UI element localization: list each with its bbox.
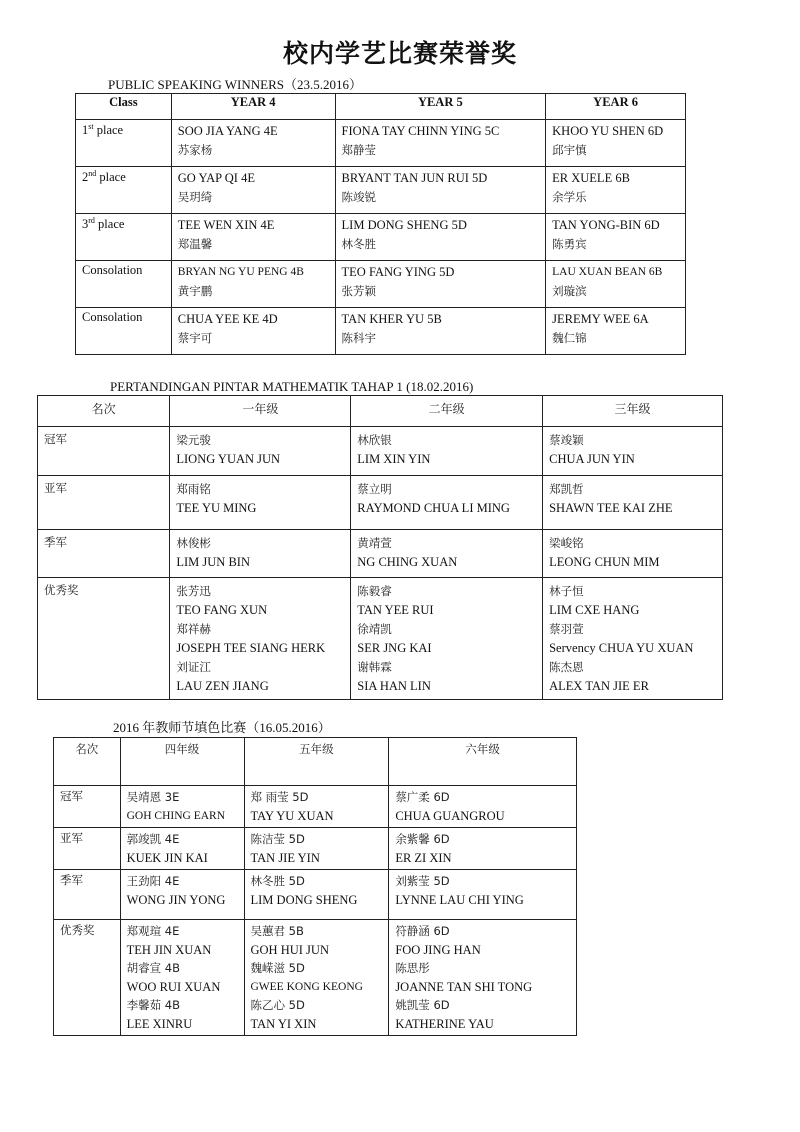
column-header: Class [76, 94, 172, 120]
winner-cell: BRYAN NG YU PENG 4B 黄宇鹏 [171, 261, 335, 308]
rank-cell: 季军 [38, 530, 170, 578]
column-header: 四年级 [120, 738, 244, 786]
rank-cell: 亚军 [38, 476, 170, 530]
table-row [76, 261, 686, 308]
winner-cell: 陈洁莹 5D TAN JIE YIN [244, 828, 389, 870]
place-cell: Consolation [76, 308, 172, 355]
winner-cell: 王劲阳 4E WONG JIN YONG [120, 870, 244, 920]
winner-cell: 刘紫莹 5D LYNNE LAU CHI YING [389, 870, 577, 920]
column-header: YEAR 4 [171, 94, 335, 120]
column-header: 名次 [38, 396, 170, 427]
column-header: YEAR 6 [546, 94, 686, 120]
winner-cell: 余紫馨 6D ER ZI XIN [389, 828, 577, 870]
table-row [76, 308, 686, 355]
column-header: 名次 [54, 738, 121, 786]
winner-cell: 符静涵 6D FOO JING HAN 陈思彤 JOANNE TAN SHI TONG 姚凯莹 6D KATHERINE YAU [389, 920, 577, 1036]
column-header: 一年级 [170, 396, 351, 427]
table-row [38, 578, 723, 700]
math-caption: PERTANDINGAN PINTAR MATHEMATIK TAHAP 1 (18.02.2016) [110, 379, 474, 394]
winner-cell: 林冬胜 5D LIM DONG SHENG [244, 870, 389, 920]
table-header-row [38, 396, 723, 427]
table-row [38, 427, 723, 476]
winner-cell: 林欣银 LIM XIN YIN [351, 427, 543, 476]
rank-cell: 亚军 [54, 828, 121, 870]
place-cell: 2nd place [76, 167, 172, 214]
winner-cell: 黄靖萱 NG CHING XUAN [351, 530, 543, 578]
winner-cell: TAN KHER YU 5B 陈科宇 [335, 308, 546, 355]
table-row [76, 214, 686, 261]
winner-cell: LIM DONG SHENG 5D 林冬胜 [335, 214, 546, 261]
rank-cell: 冠军 [54, 786, 121, 828]
winner-cell: JEREMY WEE 6A 魏仁锦 [546, 308, 686, 355]
public-speaking-table [75, 93, 686, 355]
rank-cell: 优秀奖 [54, 920, 121, 1036]
column-header: 六年级 [389, 738, 577, 786]
winner-cell: 陈毅睿 TAN YEE RUI 徐靖凯 SER JNG KAI 谢韩霖 SIA HAN LIN [351, 578, 543, 700]
table-row [76, 120, 686, 167]
winner-cell: TEO FANG YING 5D 张芳颖 [335, 261, 546, 308]
winner-cell: CHUA YEE KE 4D 蔡宇可 [171, 308, 335, 355]
table-row [54, 828, 577, 870]
winner-cell: SOO JIA YANG 4E 苏家杨 [171, 120, 335, 167]
rank-cell: 季军 [54, 870, 121, 920]
table-header-row [54, 738, 577, 786]
winner-cell: 蔡广柔 6D CHUA GUANGROU [389, 786, 577, 828]
winner-cell: 梁峻铭 LEONG CHUN MIM [543, 530, 723, 578]
rank-cell: 优秀奖 [38, 578, 170, 700]
winner-cell: GO YAP QI 4E 吴玥绮 [171, 167, 335, 214]
winner-cell: 蔡立明 RAYMOND CHUA LI MING [351, 476, 543, 530]
column-header: 三年级 [543, 396, 723, 427]
public-speaking-caption: PUBLIC SPEAKING WINNERS（23.5.2016） [108, 77, 362, 92]
table-row [54, 786, 577, 828]
table-row [76, 167, 686, 214]
table-header-row [76, 94, 686, 120]
page-title: 校内学艺比赛荣誉奖 [282, 39, 517, 68]
winner-cell: 蔡竣颖 CHUA JUN YIN [543, 427, 723, 476]
winner-cell: 郑 雨莹 5D TAY YU XUAN [244, 786, 389, 828]
winner-cell: TEE WEN XIN 4E 郑温馨 [171, 214, 335, 261]
column-header: YEAR 5 [335, 94, 546, 120]
coloring-table [53, 737, 577, 1036]
rank-cell: 冠军 [38, 427, 170, 476]
winner-cell: ER XUELE 6B 余学乐 [546, 167, 686, 214]
table-row [38, 476, 723, 530]
winner-cell: 郭竣凯 4E KUEK JIN KAI [120, 828, 244, 870]
winner-cell: 郑雨铭 TEE YU MING [170, 476, 351, 530]
column-header: 五年级 [244, 738, 389, 786]
winner-cell: 林子恒 LIM CXE HANG 蔡羽萱 Servency CHUA YU XUAN 陈杰恩 ALEX TAN JIE ER [543, 578, 723, 700]
math-table [37, 395, 723, 700]
winner-cell: TAN YONG-BIN 6D 陈勇宾 [546, 214, 686, 261]
winner-cell: 张芳迅 TEO FANG XUN 郑祥赫 JOSEPH TEE SIANG HERK 刘证江 LAU ZEN JIANG [170, 578, 351, 700]
winner-cell: 吴蕙君 5B GOH HUI JUN 魏嵘滋 5D GWEE KONG KEONG 陈乙心 5D TAN YI XIN [244, 920, 389, 1036]
winner-cell: 郑观瑄 4E TEH JIN XUAN 胡睿宣 4B WOO RUI XUAN 李馨茹 4B LEE XINRU [120, 920, 244, 1036]
winner-cell: 林俊彬 LIM JUN BIN [170, 530, 351, 578]
winner-cell: 郑凯哲 SHAWN TEE KAI ZHE [543, 476, 723, 530]
column-header: 二年级 [351, 396, 543, 427]
winner-cell: FIONA TAY CHINN YING 5C 郑静莹 [335, 120, 546, 167]
winner-cell: 梁元骏 LIONG YUAN JUN [170, 427, 351, 476]
table-row [38, 530, 723, 578]
winner-cell: LAU XUAN BEAN 6B 刘璇滨 [546, 261, 686, 308]
winner-cell: BRYANT TAN JUN RUI 5D 陈竣锐 [335, 167, 546, 214]
table-row [54, 920, 577, 1036]
winner-cell: KHOO YU SHEN 6D 邱宇慎 [546, 120, 686, 167]
place-cell: Consolation [76, 261, 172, 308]
winner-cell: 吴靖恩 3E GOH CHING EARN [120, 786, 244, 828]
coloring-caption: 2016 年教师节填色比赛（16.05.2016） [113, 720, 331, 735]
place-cell: 1st place [76, 120, 172, 167]
place-cell: 3rd place [76, 214, 172, 261]
table-row [54, 870, 577, 920]
